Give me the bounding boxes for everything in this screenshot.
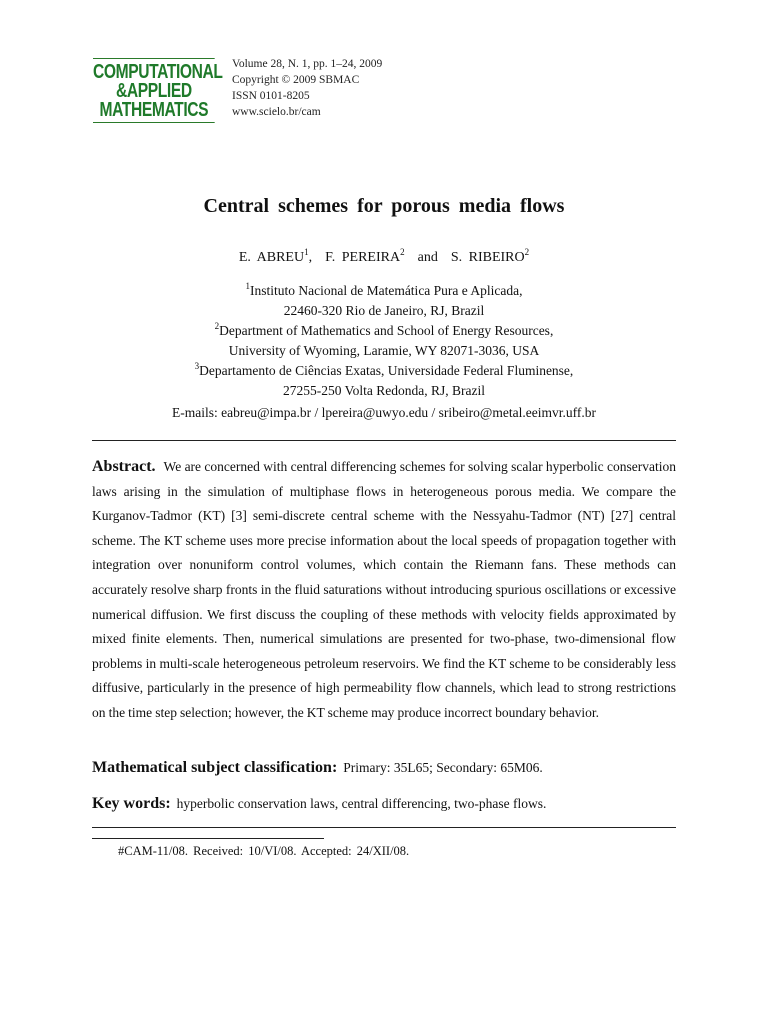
affil-mark: 3 [194,361,200,371]
author-name: S. RIBEIRO [450,250,525,265]
affiliation-line [0,361,768,381]
affiliation-line: 22460-320 Rio de Janeiro, RJ, Brazil [283,303,485,318]
journal-metadata [232,56,382,120]
author-name: F. PEREIRA [325,250,401,265]
affil-text: Instituto Nacional de Matemática Pura e Aplicada, [249,283,523,298]
affiliation-line [0,321,768,341]
abstract-divider [92,827,676,828]
footnote-divider [92,838,324,839]
keywords-text: hyperbolic conservation laws, central differencing, two-phase flows. [176,796,547,811]
logo-line-2: &APPLIED [115,80,192,102]
journal-issn: ISSN 0101-8205 [232,90,310,102]
affil-text: Department of Mathematics and School of Energy Resources, [219,323,554,338]
affiliation-line [0,281,768,301]
subject-classification [92,759,676,777]
affiliations [0,281,768,401]
journal-copyright: Copyright © 2009 SBMAC [232,74,360,86]
author-separator: , [308,250,326,265]
abstract-label: Abstract. [92,458,156,475]
affiliation-line: University of Wyoming, Laramie, WY 82071-3036, USA [228,343,540,358]
affiliation-line: 27255-250 Volta Redonda, RJ, Brazil [283,383,485,398]
header-divider [92,440,676,441]
author-emails[interactable]: E-mails: eabreu@impa.br / lpereira@uwyo.edu / sribeiro@metal.eeimvr.uff.br [172,405,596,420]
journal-volume: Volume 28, N. 1, pp. 1–24, 2009 [232,58,383,70]
keywords-label: Key words: [92,795,171,812]
affil-mark: 2 [214,321,220,331]
abstract-text: We are concerned with central differencing schemes for solving scalar hyperbolic conservation laws arising in the simulation of multiphase flows in heterogeneous porous media. We compare the Kurganov-Tadmor (KT) [3] semi-discrete central scheme with the Nessyahu-Tadmor (NT) [27] central scheme. The KT scheme uses more precise information about the local speeds of propagation together with integration over nonuniform control volumes, which contain the Riemann fans. These methods can accurately resolve sharp fronts in the fluid saturations without introducing spurious oscillations or excessive numerical diffusion. We first discuss the coupling of these methods with velocity fields approximated by mixed finite elements. Then, numerical simulations are presented for two-phase, two-dimensional flow problems in multi-scale heterogeneous petroleum reservoirs. We find the KT scheme to be considerably less diffusive, particularly in the presence of high permeability flow channels, which lead to strong restrictions on the time step selection; however, the KT scheme may produce incorrect boundary behavior. [92,459,676,720]
journal-logo [93,58,223,123]
author-name: E. ABREU [238,250,305,265]
logo-line-3: MATHEMATICS [99,99,209,121]
author-separator: and [404,250,451,265]
paper-title: Central schemes for porous media flows [203,195,565,217]
msc-text: Primary: 35L65; Secondary: 65M06. [343,760,543,775]
affil-mark: 1 [245,281,250,291]
author-list [0,247,768,266]
journal-url[interactable]: www.scielo.br/cam [232,106,321,118]
msc-label: Mathematical subject classification: [92,759,338,776]
logo-line-1: COMPUTATIONAL [93,61,223,83]
footnote: #CAM-11/08. Received: 10/VI/08. Accepted: 24/XII/08. [118,844,410,858]
affil-text: Departamento de Ciências Exatas, Universidade Federal Fluminense, [199,363,574,378]
author-affil-mark: 2 [524,247,530,257]
keywords [92,795,676,813]
author-affil-mark: 1 [304,247,309,257]
author-affil-mark: 2 [400,247,405,257]
abstract [92,455,676,726]
